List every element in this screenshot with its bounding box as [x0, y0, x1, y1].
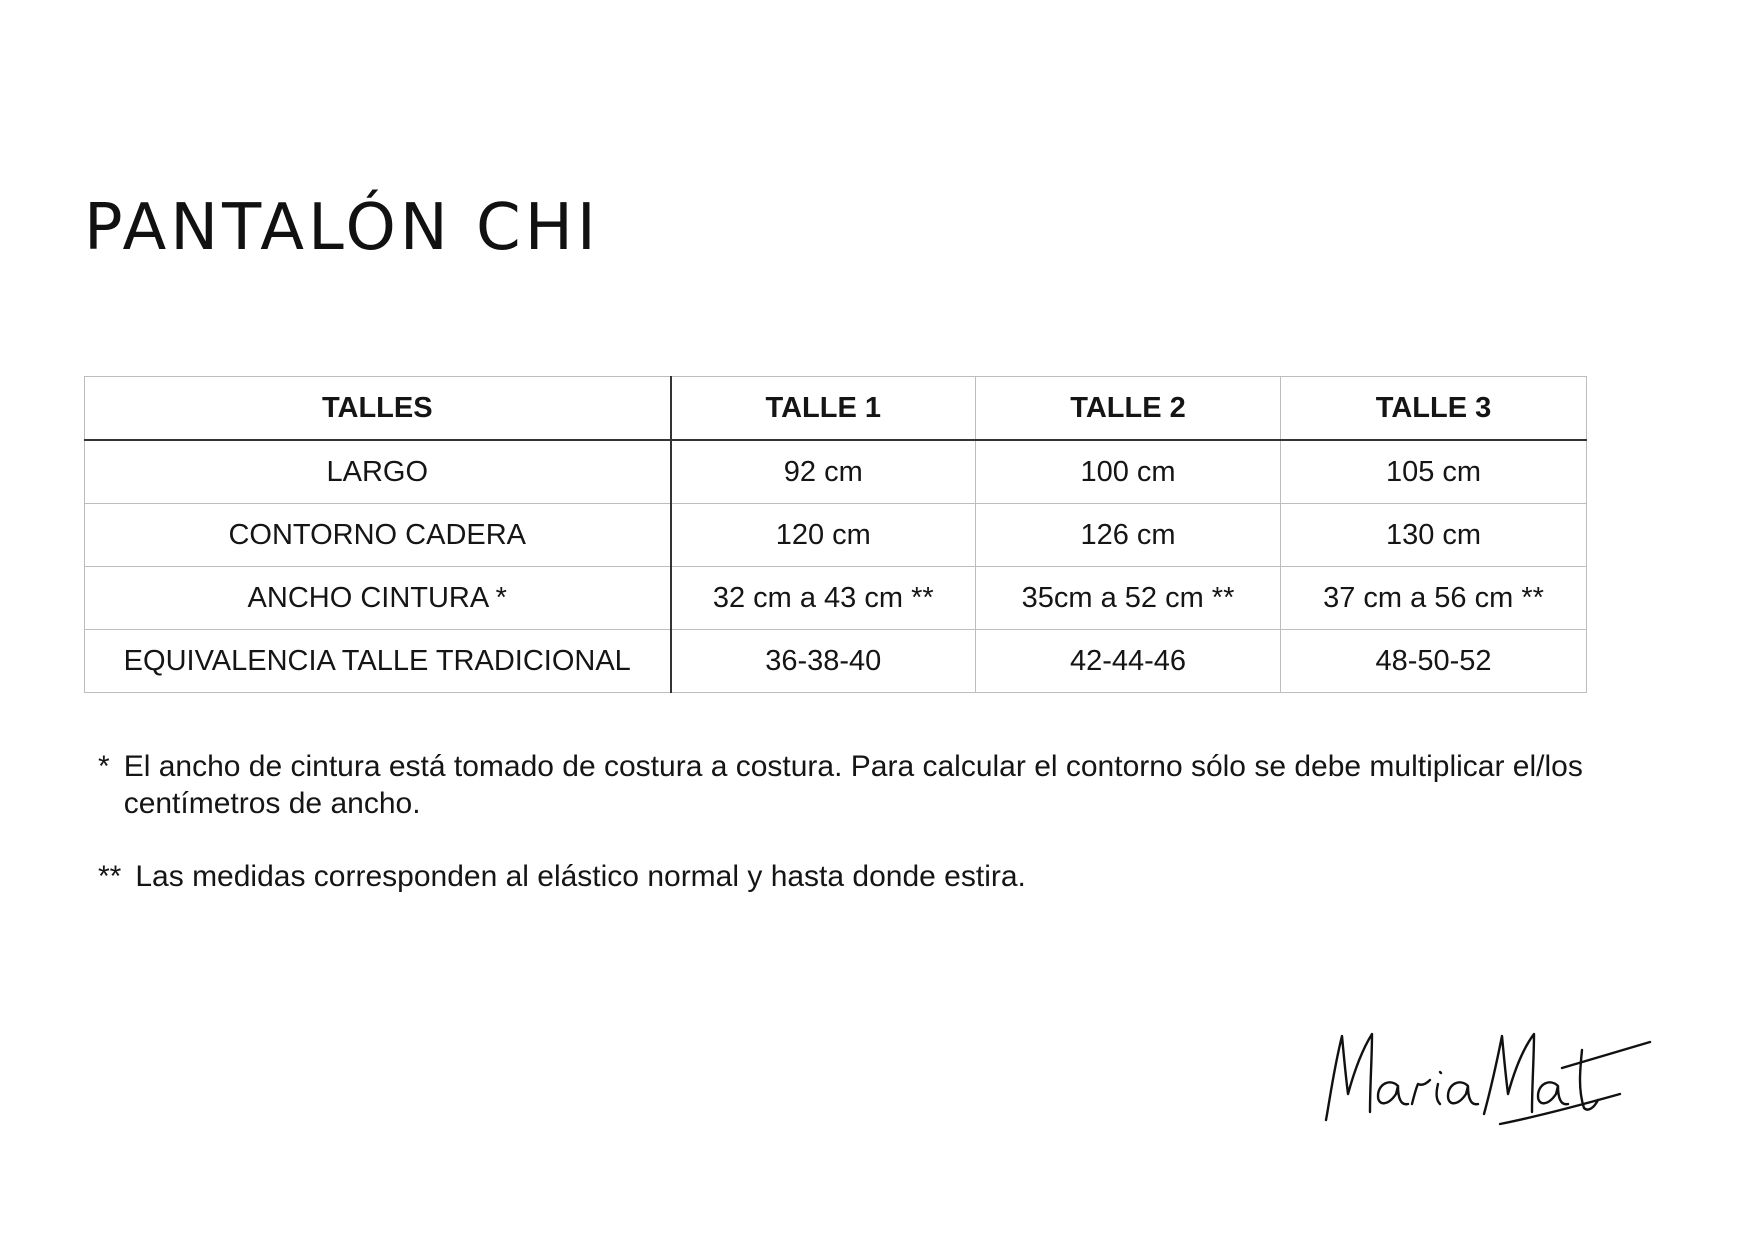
table-header-row [85, 377, 1587, 441]
table-cell: 42-44-46 [976, 630, 1281, 693]
footnote-elastic [98, 858, 1598, 895]
table-cell: 48-50-52 [1281, 630, 1587, 693]
footnote-marker: * [98, 750, 110, 783]
table-cell: 105 cm [1281, 440, 1587, 504]
table-cell: 130 cm [1281, 504, 1587, 567]
table-cell: 35cm a 52 cm ** [976, 567, 1281, 630]
table-row [85, 504, 1587, 567]
table-cell: 92 cm [671, 440, 976, 504]
table-cell: 32 cm a 43 cm ** [671, 567, 976, 630]
table-row [85, 440, 1587, 504]
footnote-marker: ** [98, 860, 122, 893]
table-cell: 120 cm [671, 504, 976, 567]
page-title: PANTALÓN CHI [84, 191, 600, 265]
row-label: LARGO [85, 440, 671, 504]
footnotes [98, 748, 1598, 895]
footnote-text: El ancho de cintura está tomado de costura a costura. Para calcular el contorno sólo se debe multiplicar el/los centímetros de ancho. [123, 750, 1583, 820]
size-table [84, 376, 1587, 693]
table-cell: 37 cm a 56 cm ** [1281, 567, 1587, 630]
header-talles: TALLES [85, 377, 671, 441]
row-label: EQUIVALENCIA TALLE TRADICIONAL [85, 630, 671, 693]
table-cell: 36-38-40 [671, 630, 976, 693]
row-label: ANCHO CINTURA * [85, 567, 671, 630]
header-talle-2: TALLE 2 [976, 377, 1281, 441]
signature-logo [1320, 1028, 1660, 1128]
header-talle-1: TALLE 1 [671, 377, 976, 441]
header-talle-3: TALLE 3 [1281, 377, 1587, 441]
table-row [85, 630, 1587, 693]
table-cell: 126 cm [976, 504, 1281, 567]
footnote-text: Las medidas corresponden al elástico normal y hasta donde estira. [135, 860, 1026, 893]
footnote-waist [98, 748, 1598, 822]
table-cell: 100 cm [976, 440, 1281, 504]
table-row [85, 567, 1587, 630]
row-label: CONTORNO CADERA [85, 504, 671, 567]
